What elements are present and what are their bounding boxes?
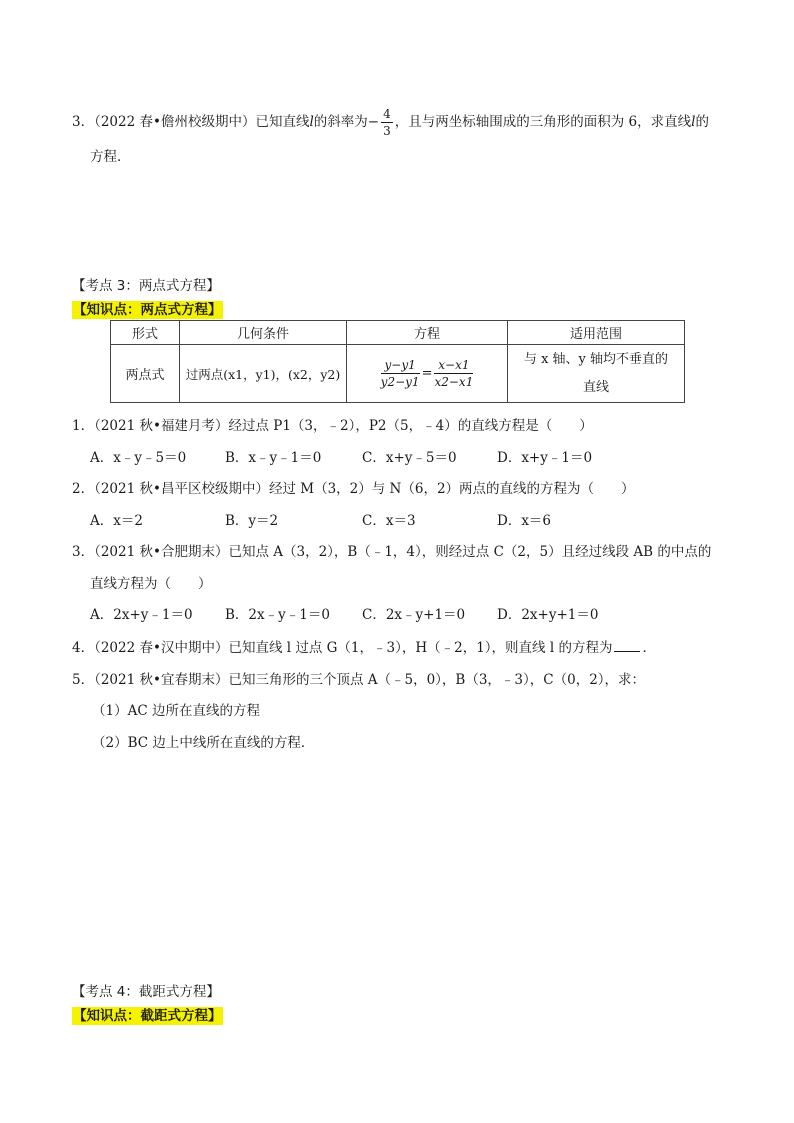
knowledge-highlight: 【知识点：截距式方程】 — [73, 1008, 222, 1024]
equation-left-denominator: y2−y1 — [380, 375, 420, 389]
scope-line: 与 x 轴、y 轴均不垂直的 — [523, 351, 669, 367]
question-5-part-2: （2）BC 边上中线所在直线的方程． — [92, 735, 315, 751]
option-a: A．2x+y﹣1＝0 — [90, 607, 193, 623]
question-number: 5． — [72, 672, 95, 688]
question-4 — [72, 636, 656, 656]
question-text: 的 — [695, 114, 709, 130]
option-d: D．x+y﹣1＝0 — [497, 450, 593, 466]
question-5-part-1: （1）AC 边所在直线的方程 — [92, 703, 260, 719]
question-text: 的斜率为 — [313, 114, 368, 130]
var-l: l — [309, 114, 314, 130]
question-text: （2022 春•儋州校级期中）已知直线 — [94, 114, 310, 130]
question-text: ，且与两坐标轴围成的三角形的面积为 6，求直线 — [394, 114, 692, 130]
equation-right-denominator: x2−x1 — [434, 375, 474, 389]
question-5 — [72, 668, 645, 688]
option-c: C．x＝3 — [362, 513, 416, 529]
equation-right-numerator: x−x1 — [434, 359, 473, 374]
question-3-prev — [72, 108, 709, 137]
option-c: C．2x﹣y+1＝0 — [362, 607, 466, 623]
equation-right-fraction — [434, 359, 473, 388]
question-number: 2． — [72, 481, 95, 497]
option-a: A．x＝2 — [90, 513, 143, 529]
table-row — [111, 345, 685, 403]
question-text: （2021 秋•福建月考）经过点 P1（3，﹣2），P2（5，﹣4）的直线方程是（ ） — [94, 418, 593, 434]
table-cell-equation — [347, 345, 508, 403]
equation-equals: = — [421, 366, 433, 381]
table-header: 几何条件 — [180, 321, 347, 345]
table-header: 形式 — [111, 321, 180, 345]
table-cell-scope — [508, 345, 685, 403]
question-number: 3． — [72, 544, 95, 560]
table-header-row — [111, 321, 685, 345]
question-number: 4． — [72, 640, 95, 656]
slope-fraction — [381, 108, 393, 137]
question-2 — [72, 477, 635, 497]
answer-blank[interactable] — [614, 641, 640, 652]
equation-left-fraction — [381, 359, 420, 388]
slope-sign: − — [367, 114, 380, 130]
question-text: （2021 秋•合肥期末）已知点 A（3，2），B（﹣1，4），则经过点 C（2，5）且经过线段 AB 的中点的 — [94, 544, 712, 560]
question-text: ． — [642, 640, 656, 656]
option-b: B．y＝2 — [225, 513, 279, 529]
section-4-knowledge — [72, 1004, 223, 1024]
scope-line: 直线 — [582, 379, 609, 395]
question-text: （2021 秋•昌平区校级期中）经过 M（3，2）与 N（6，2）两点的直线的方程为（ ） — [94, 481, 635, 497]
two-point-form-table — [110, 320, 685, 403]
option-b: B．x﹣y﹣1＝0 — [225, 450, 322, 466]
table-header: 方程 — [347, 321, 508, 345]
question-3-line2: 直线方程为（ ） — [90, 576, 212, 592]
option-a: A．x﹣y﹣5＝0 — [90, 450, 187, 466]
question-text: （2021 秋•宜春期末）已知三角形的三个顶点 A（﹣5，0），B（3，﹣3），C（0，2），求： — [94, 672, 646, 688]
slope-denominator: 3 — [383, 124, 391, 138]
table-header: 适用范围 — [508, 321, 685, 345]
knowledge-highlight: 【知识点：两点式方程】 — [73, 302, 222, 318]
section-4-title: 【考点 4：截距式方程】 — [72, 984, 220, 1000]
question-3 — [72, 540, 711, 560]
option-d: D．x＝6 — [497, 513, 552, 529]
table-cell-condition: 过两点(x1，y1)，(x2，y2) — [180, 345, 347, 403]
option-b: B．2x﹣y﹣1＝0 — [225, 607, 330, 623]
option-c: C．x+y﹣5＝0 — [362, 450, 457, 466]
question-number: 1． — [72, 418, 95, 434]
section-3-title: 【考点 3：两点式方程】 — [72, 278, 220, 294]
question-3-prev-line2: 方程． — [90, 149, 131, 165]
question-text: （2022 春•汉中期中）已知直线 l 过点 G（1，﹣3），H（﹣2，1），则直线 l 的方程为 — [94, 640, 613, 656]
question-number: 3． — [72, 114, 95, 130]
option-d: D．2x+y+1＝0 — [497, 607, 599, 623]
equation-left-numerator: y−y1 — [381, 359, 420, 374]
section-3-knowledge — [72, 298, 223, 318]
table-cell-form: 两点式 — [111, 345, 180, 403]
slope-numerator: 4 — [383, 107, 391, 121]
question-1 — [72, 414, 593, 434]
var-l: l — [691, 114, 696, 130]
